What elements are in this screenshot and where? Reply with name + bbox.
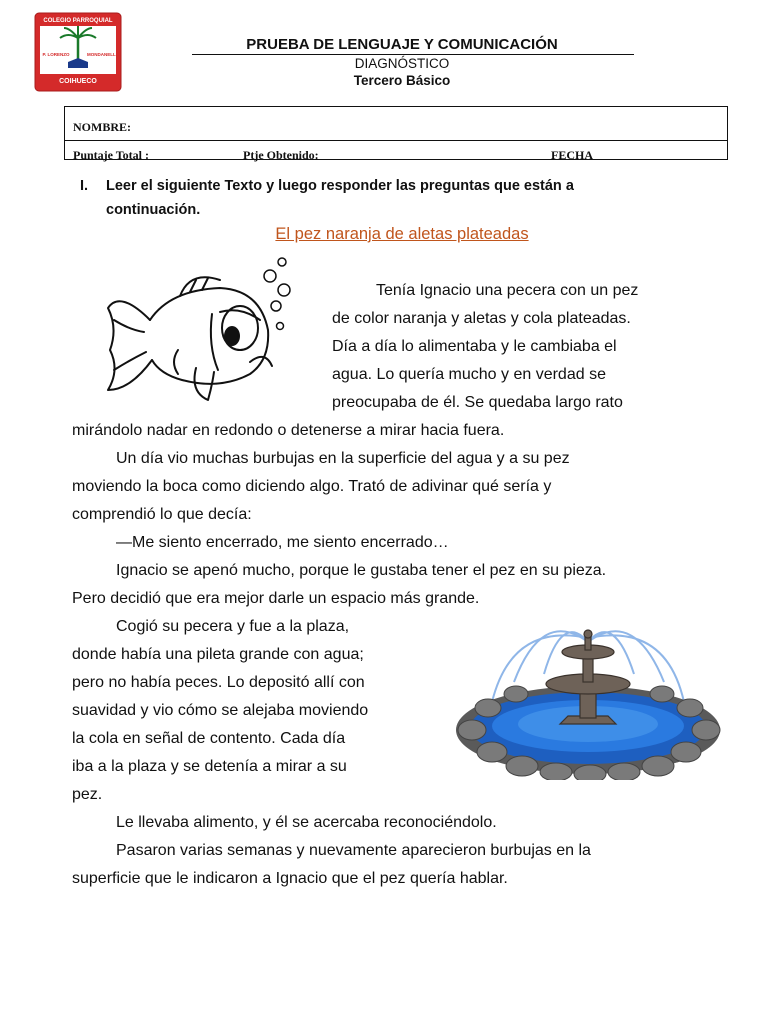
story-line: Pero decidió que era mejor darle un espacio más grande.: [72, 590, 480, 607]
student-info-table: [64, 106, 728, 160]
story-line: pero no había peces. Lo depositó allí con: [72, 674, 365, 691]
story-line: Un día vio muchas burbujas en la superficie del agua y a su pez: [116, 450, 570, 467]
logo-mid-left: P. LORENZO: [42, 52, 70, 57]
story-line: Le llevaba alimento, y él se acercaba reconociéndolo.: [116, 814, 497, 831]
logo-top-text: COLEGIO PARROQUIAL: [43, 18, 113, 24]
story-line: Tenía Ignacio una pecera con un pez: [376, 282, 639, 299]
grade-label: Tercero Básico: [353, 73, 451, 88]
logo-bottom-text: COIHUECO: [59, 78, 97, 85]
story-line: moviendo la boca como diciendo algo. Trató de adivinar qué sería y: [72, 478, 552, 495]
story-line: iba a la plaza y se detenía a mirar a su: [72, 758, 347, 775]
story-line: Ignacio se apenó mucho, porque le gustaba tener el pez en su pieza.: [116, 562, 607, 579]
school-logo: [34, 12, 122, 92]
name-field[interactable]: NOMBRE:: [73, 120, 131, 134]
story-line: suavidad y vio cómo se alejaba moviendo: [72, 702, 369, 719]
table-divider: [65, 140, 727, 141]
story-line: pez.: [72, 786, 103, 803]
story-title: El pez naranja de aletas plateadas: [275, 225, 529, 243]
page-subtitle: DIAGNÓSTICO: [354, 56, 450, 71]
total-score-field[interactable]: Puntaje Total :: [73, 148, 150, 162]
story-line: de color naranja y aletas y cola plateadas.: [332, 310, 631, 327]
title-underline: [192, 54, 634, 55]
fountain-illustration: [452, 612, 724, 780]
story-line: la cola en señal de contento. Cada día: [72, 730, 346, 747]
logo-mid-right: MONDANELLI: [87, 52, 117, 57]
page-title: PRUEBA DE LENGUAJE Y COMUNICACIÓN: [246, 36, 558, 53]
story-line: preocupaba de él. Se quedaba largo rato: [332, 394, 623, 411]
story-line: —Me siento encerrado, me siento encerrado…: [116, 534, 449, 551]
story-line: donde había una pileta grande con agua;: [72, 646, 364, 663]
story-line: comprendió lo que decía:: [72, 506, 252, 523]
sad-fish-illustration: [100, 250, 300, 410]
story-line: Pasaron varias semanas y nuevamente aparecieron burbujas en la: [116, 842, 591, 859]
story-line: mirándolo nadar en redondo o detenerse a mirar hacia fuera.: [72, 422, 505, 439]
obtained-score-field[interactable]: Ptje Obtenido:: [243, 148, 319, 162]
instruction-text: continuación.: [106, 202, 201, 218]
date-field[interactable]: FECHA: [551, 148, 593, 162]
story-line: Cogió su pecera y fue a la plaza,: [116, 618, 350, 635]
instruction-text: Leer el siguiente Texto y luego responder las preguntas que están a: [106, 178, 574, 194]
story-line: agua. Lo quería mucho y en verdad se: [332, 366, 606, 383]
bubbles-icon: [264, 258, 290, 330]
story-line: Día a día lo alimentaba y le cambiaba el: [332, 338, 617, 355]
instruction-number: I.: [80, 178, 89, 194]
story-line: superficie que le indicaron a Ignacio que el pez quería hablar.: [72, 870, 508, 887]
